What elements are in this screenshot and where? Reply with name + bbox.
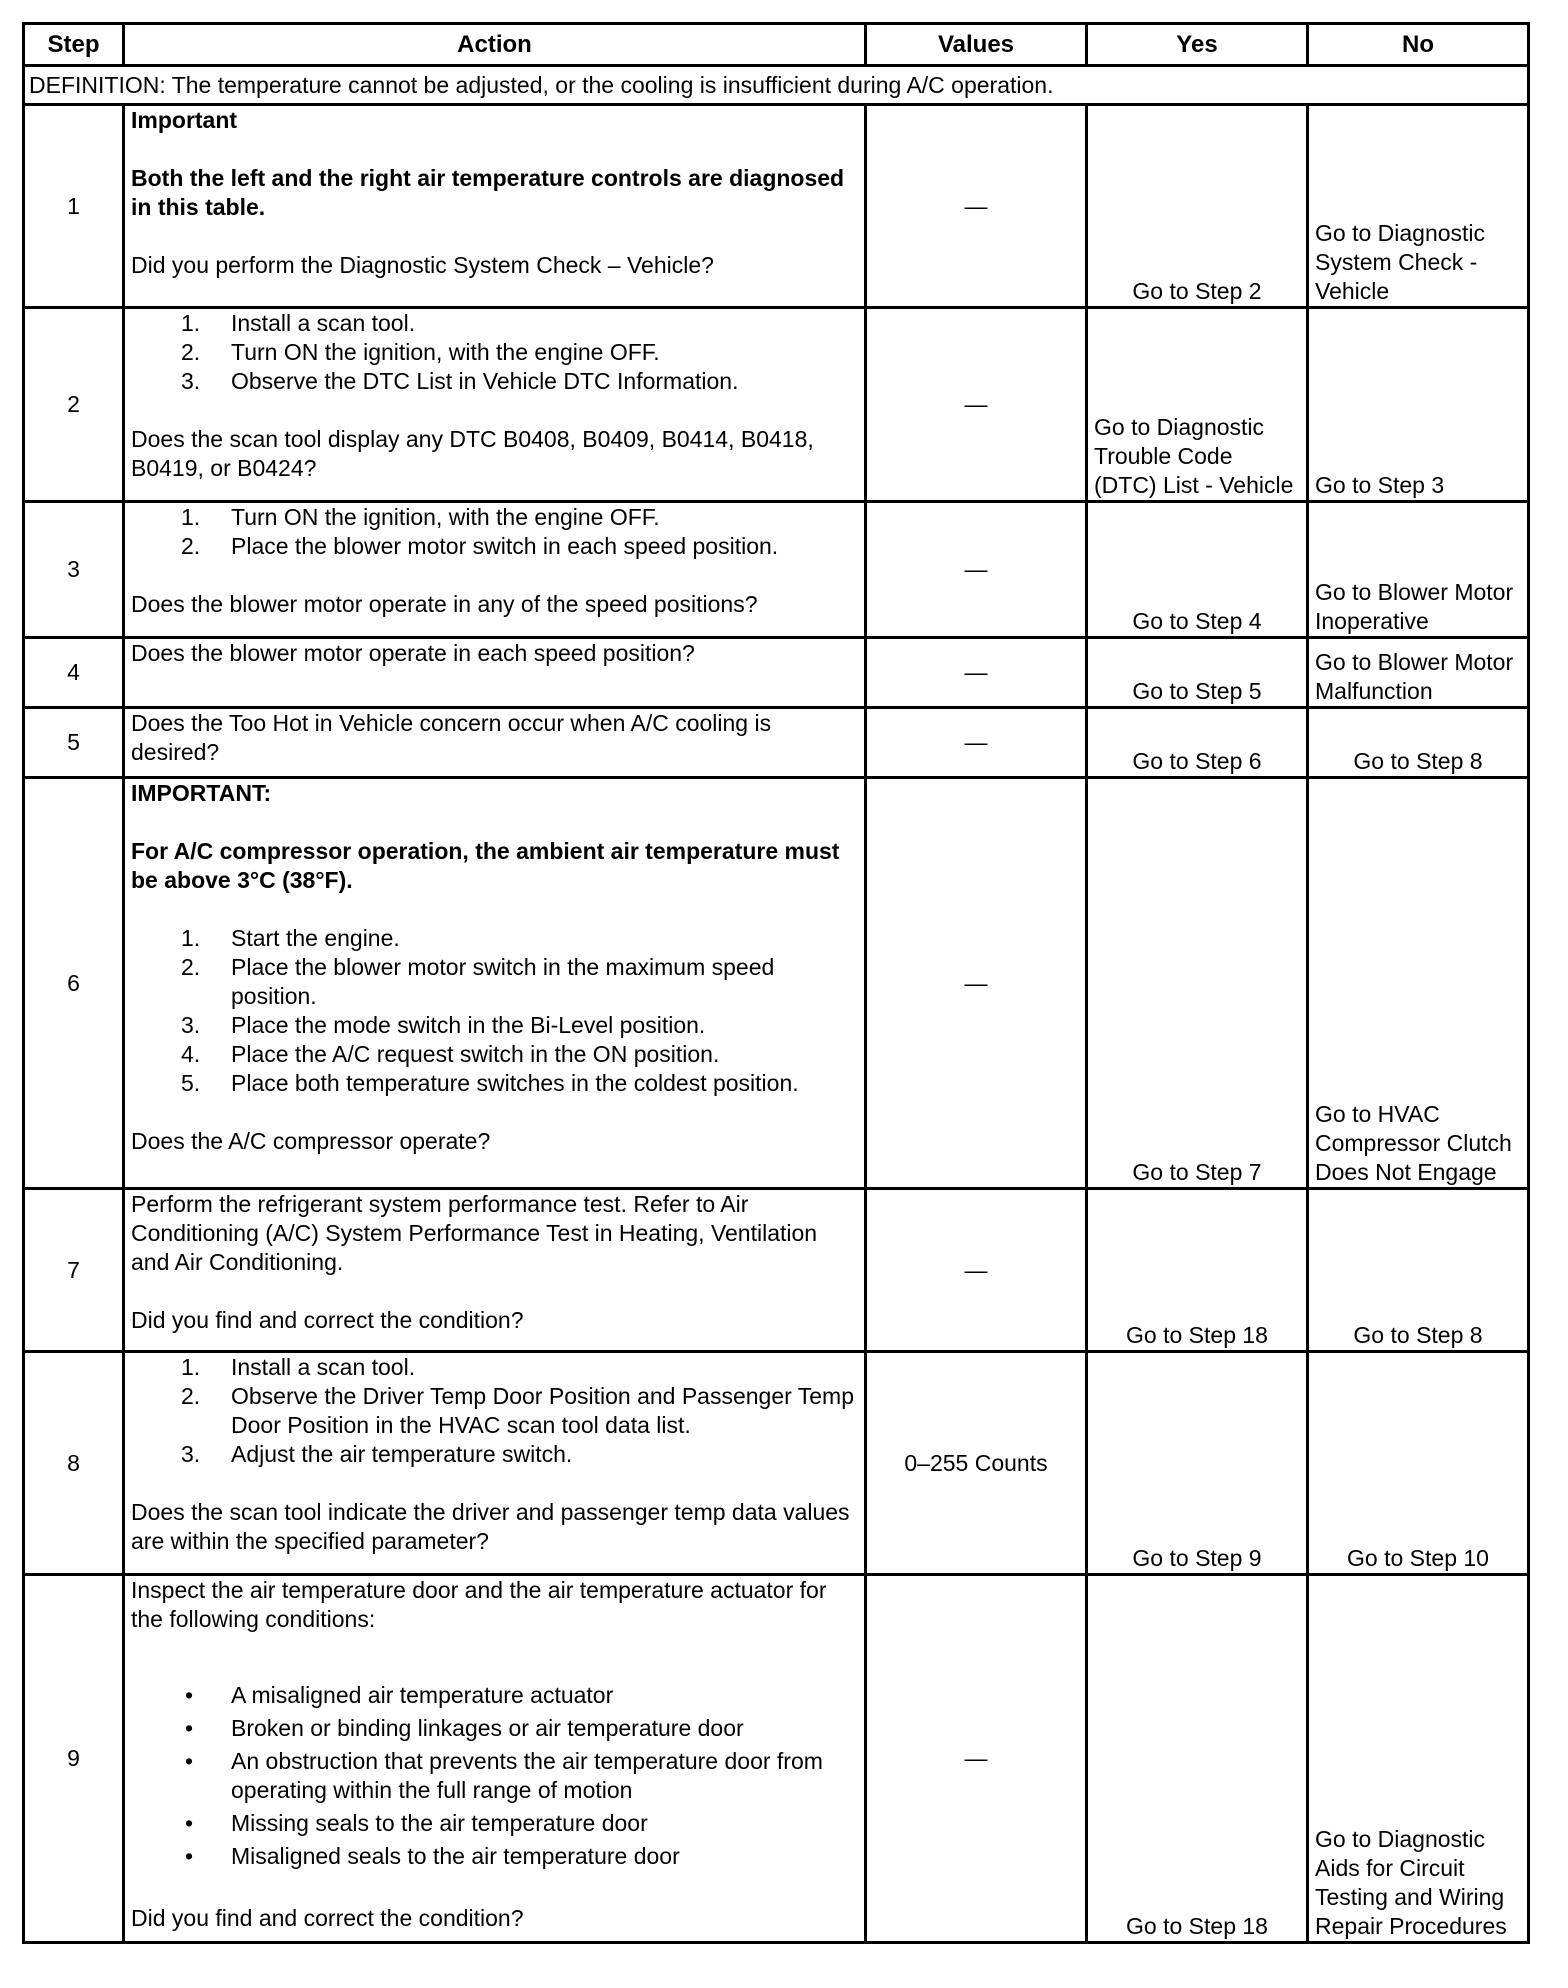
action-steps: [131, 309, 858, 396]
values-cell: 0–255 Counts: [866, 1352, 1087, 1575]
header-no: No: [1308, 24, 1529, 66]
table-row: [24, 778, 1529, 1189]
header-step: Step: [24, 24, 124, 66]
yes-cell: Go to Diagnostic Trouble Code (DTC) List - Vehicle: [1087, 308, 1308, 502]
yes-cell: Go to Step 5: [1087, 638, 1308, 708]
step-number: 3: [24, 502, 124, 638]
action-step-item: 1. Install a scan tool.: [181, 310, 416, 336]
values-cell: —: [866, 308, 1087, 502]
values-cell: —: [866, 1189, 1087, 1352]
action-question: Does the blower motor operate in any of the speed positions?: [131, 591, 758, 617]
no-cell: Go to Step 10: [1308, 1352, 1529, 1575]
header-yes: Yes: [1087, 24, 1308, 66]
values-cell: —: [866, 708, 1087, 778]
header-row: [24, 24, 1529, 66]
action-step-item: 3. Adjust the air temperature switch.: [181, 1441, 573, 1467]
action-question: Does the scan tool indicate the driver and passenger temp data values are within the specified parameter?: [131, 1499, 850, 1554]
table-row: [24, 1352, 1529, 1575]
no-cell: Go to HVAC Compressor Clutch Does Not Engage: [1308, 778, 1529, 1189]
condition-item: • Misaligned seals to the air temperature door: [185, 1843, 680, 1869]
table-row: [24, 708, 1529, 778]
no-cell: Go to Step 8: [1308, 708, 1529, 778]
action-cell: [124, 502, 866, 638]
action-cell: [124, 105, 866, 308]
action-step-item: 2. Observe the Driver Temp Door Position and Passenger Temp Door Position in the HVAC scan tool data list.: [181, 1383, 855, 1438]
table-row: [24, 1189, 1529, 1352]
yes-cell: Go to Step 4: [1087, 502, 1308, 638]
step-number: 2: [24, 308, 124, 502]
action-step-item: 2. Place the blower motor switch in each speed position.: [181, 533, 779, 559]
action-cell: [124, 1575, 866, 1943]
condition-list: [131, 1681, 858, 1871]
action-question: Did you perform the Diagnostic System Check – Vehicle?: [131, 252, 714, 278]
table-row: [24, 1575, 1529, 1943]
condition-item: • Broken or binding linkages or air temperature door: [185, 1715, 744, 1741]
step-number: 6: [24, 778, 124, 1189]
header-values: Values: [866, 24, 1087, 66]
action-step-item: 1. Turn ON the ignition, with the engine OFF.: [181, 504, 660, 530]
action-steps: [131, 924, 858, 1098]
action-question: Did you find and correct the condition?: [131, 1905, 524, 1931]
values-cell: —: [866, 1575, 1087, 1943]
step-number: 7: [24, 1189, 124, 1352]
yes-cell: Go to Step 18: [1087, 1575, 1308, 1943]
table-row: [24, 105, 1529, 308]
action-text: Inspect the air temperature door and the air temperature actuator for the following conditions:: [131, 1577, 827, 1632]
values-cell: —: [866, 638, 1087, 708]
definition-row: [24, 66, 1529, 105]
step-number: 1: [24, 105, 124, 308]
yes-cell: Go to Step 18: [1087, 1189, 1308, 1352]
step-number: 5: [24, 708, 124, 778]
action-text: Perform the refrigerant system performance test. Refer to Air Conditioning (A/C) System Performance Test in Heating, Ventilation and Air Conditioning.: [131, 1191, 818, 1275]
important-text: Both the left and the right air temperature controls are diagnosed in this table.: [131, 165, 845, 220]
table-row: [24, 638, 1529, 708]
yes-cell: Go to Step 9: [1087, 1352, 1308, 1575]
no-cell: Go to Diagnostic System Check - Vehicle: [1308, 105, 1529, 308]
action-cell: [124, 638, 866, 708]
action-step-item: 1. Install a scan tool.: [181, 1354, 416, 1380]
action-cell: [124, 778, 866, 1189]
diagnostic-table: [22, 22, 1530, 1944]
action-cell: [124, 1189, 866, 1352]
condition-item: • A misaligned air temperature actuator: [185, 1682, 614, 1708]
action-cell: [124, 708, 866, 778]
yes-cell: Go to Step 2: [1087, 105, 1308, 308]
yes-cell: Go to Step 7: [1087, 778, 1308, 1189]
table-row: [24, 308, 1529, 502]
action-question: Does the A/C compressor operate?: [131, 1128, 491, 1154]
action-steps: [131, 503, 858, 561]
values-cell: —: [866, 105, 1087, 308]
table-row: [24, 502, 1529, 638]
action-step-item: 1. Start the engine.: [181, 925, 400, 951]
action-question: Does the scan tool display any DTC B0408, B0409, B0414, B0418, B0419, or B0424?: [131, 426, 814, 481]
step-number: 4: [24, 638, 124, 708]
important-text: For A/C compressor operation, the ambient air temperature must be above 3°C (38°F).: [131, 838, 840, 893]
action-cell: [124, 1352, 866, 1575]
condition-item: • An obstruction that prevents the air temperature door from operating within the full range of motion: [185, 1748, 823, 1803]
no-cell: Go to Step 3: [1308, 308, 1529, 502]
no-cell: Go to Blower Motor Malfunction: [1308, 638, 1529, 708]
action-step-item: 4. Place the A/C request switch in the ON position.: [181, 1041, 720, 1067]
no-cell: Go to Blower Motor Inoperative: [1308, 502, 1529, 638]
action-step-item: 3. Observe the DTC List in Vehicle DTC Information.: [181, 368, 739, 394]
definition-text: DEFINITION: The temperature cannot be adjusted, or the cooling is insufficient during A/C operation.: [24, 66, 1529, 105]
header-action: Action: [124, 24, 866, 66]
no-cell: Go to Step 8: [1308, 1189, 1529, 1352]
action-step-item: 2. Turn ON the ignition, with the engine OFF.: [181, 339, 660, 365]
action-step-item: 2. Place the blower motor switch in the maximum speed position.: [181, 954, 775, 1009]
condition-item: • Missing seals to the air temperature door: [185, 1810, 648, 1836]
values-cell: —: [866, 502, 1087, 638]
action-question: Does the blower motor operate in each speed position?: [131, 640, 695, 666]
yes-cell: Go to Step 6: [1087, 708, 1308, 778]
step-number: 8: [24, 1352, 124, 1575]
action-step-item: 5. Place both temperature switches in the coldest position.: [181, 1070, 799, 1096]
action-cell: [124, 308, 866, 502]
action-question: Did you find and correct the condition?: [131, 1307, 524, 1333]
values-cell: —: [866, 778, 1087, 1189]
no-cell: Go to Diagnostic Aids for Circuit Testing and Wiring Repair Procedures: [1308, 1575, 1529, 1943]
step-number: 9: [24, 1575, 124, 1943]
important-label: IMPORTANT:: [131, 780, 272, 806]
action-steps: [131, 1353, 858, 1469]
action-step-item: 3. Place the mode switch in the Bi-Level position.: [181, 1012, 706, 1038]
action-question: Does the Too Hot in Vehicle concern occur when A/C cooling is desired?: [131, 710, 772, 765]
important-label: Important: [131, 107, 238, 133]
